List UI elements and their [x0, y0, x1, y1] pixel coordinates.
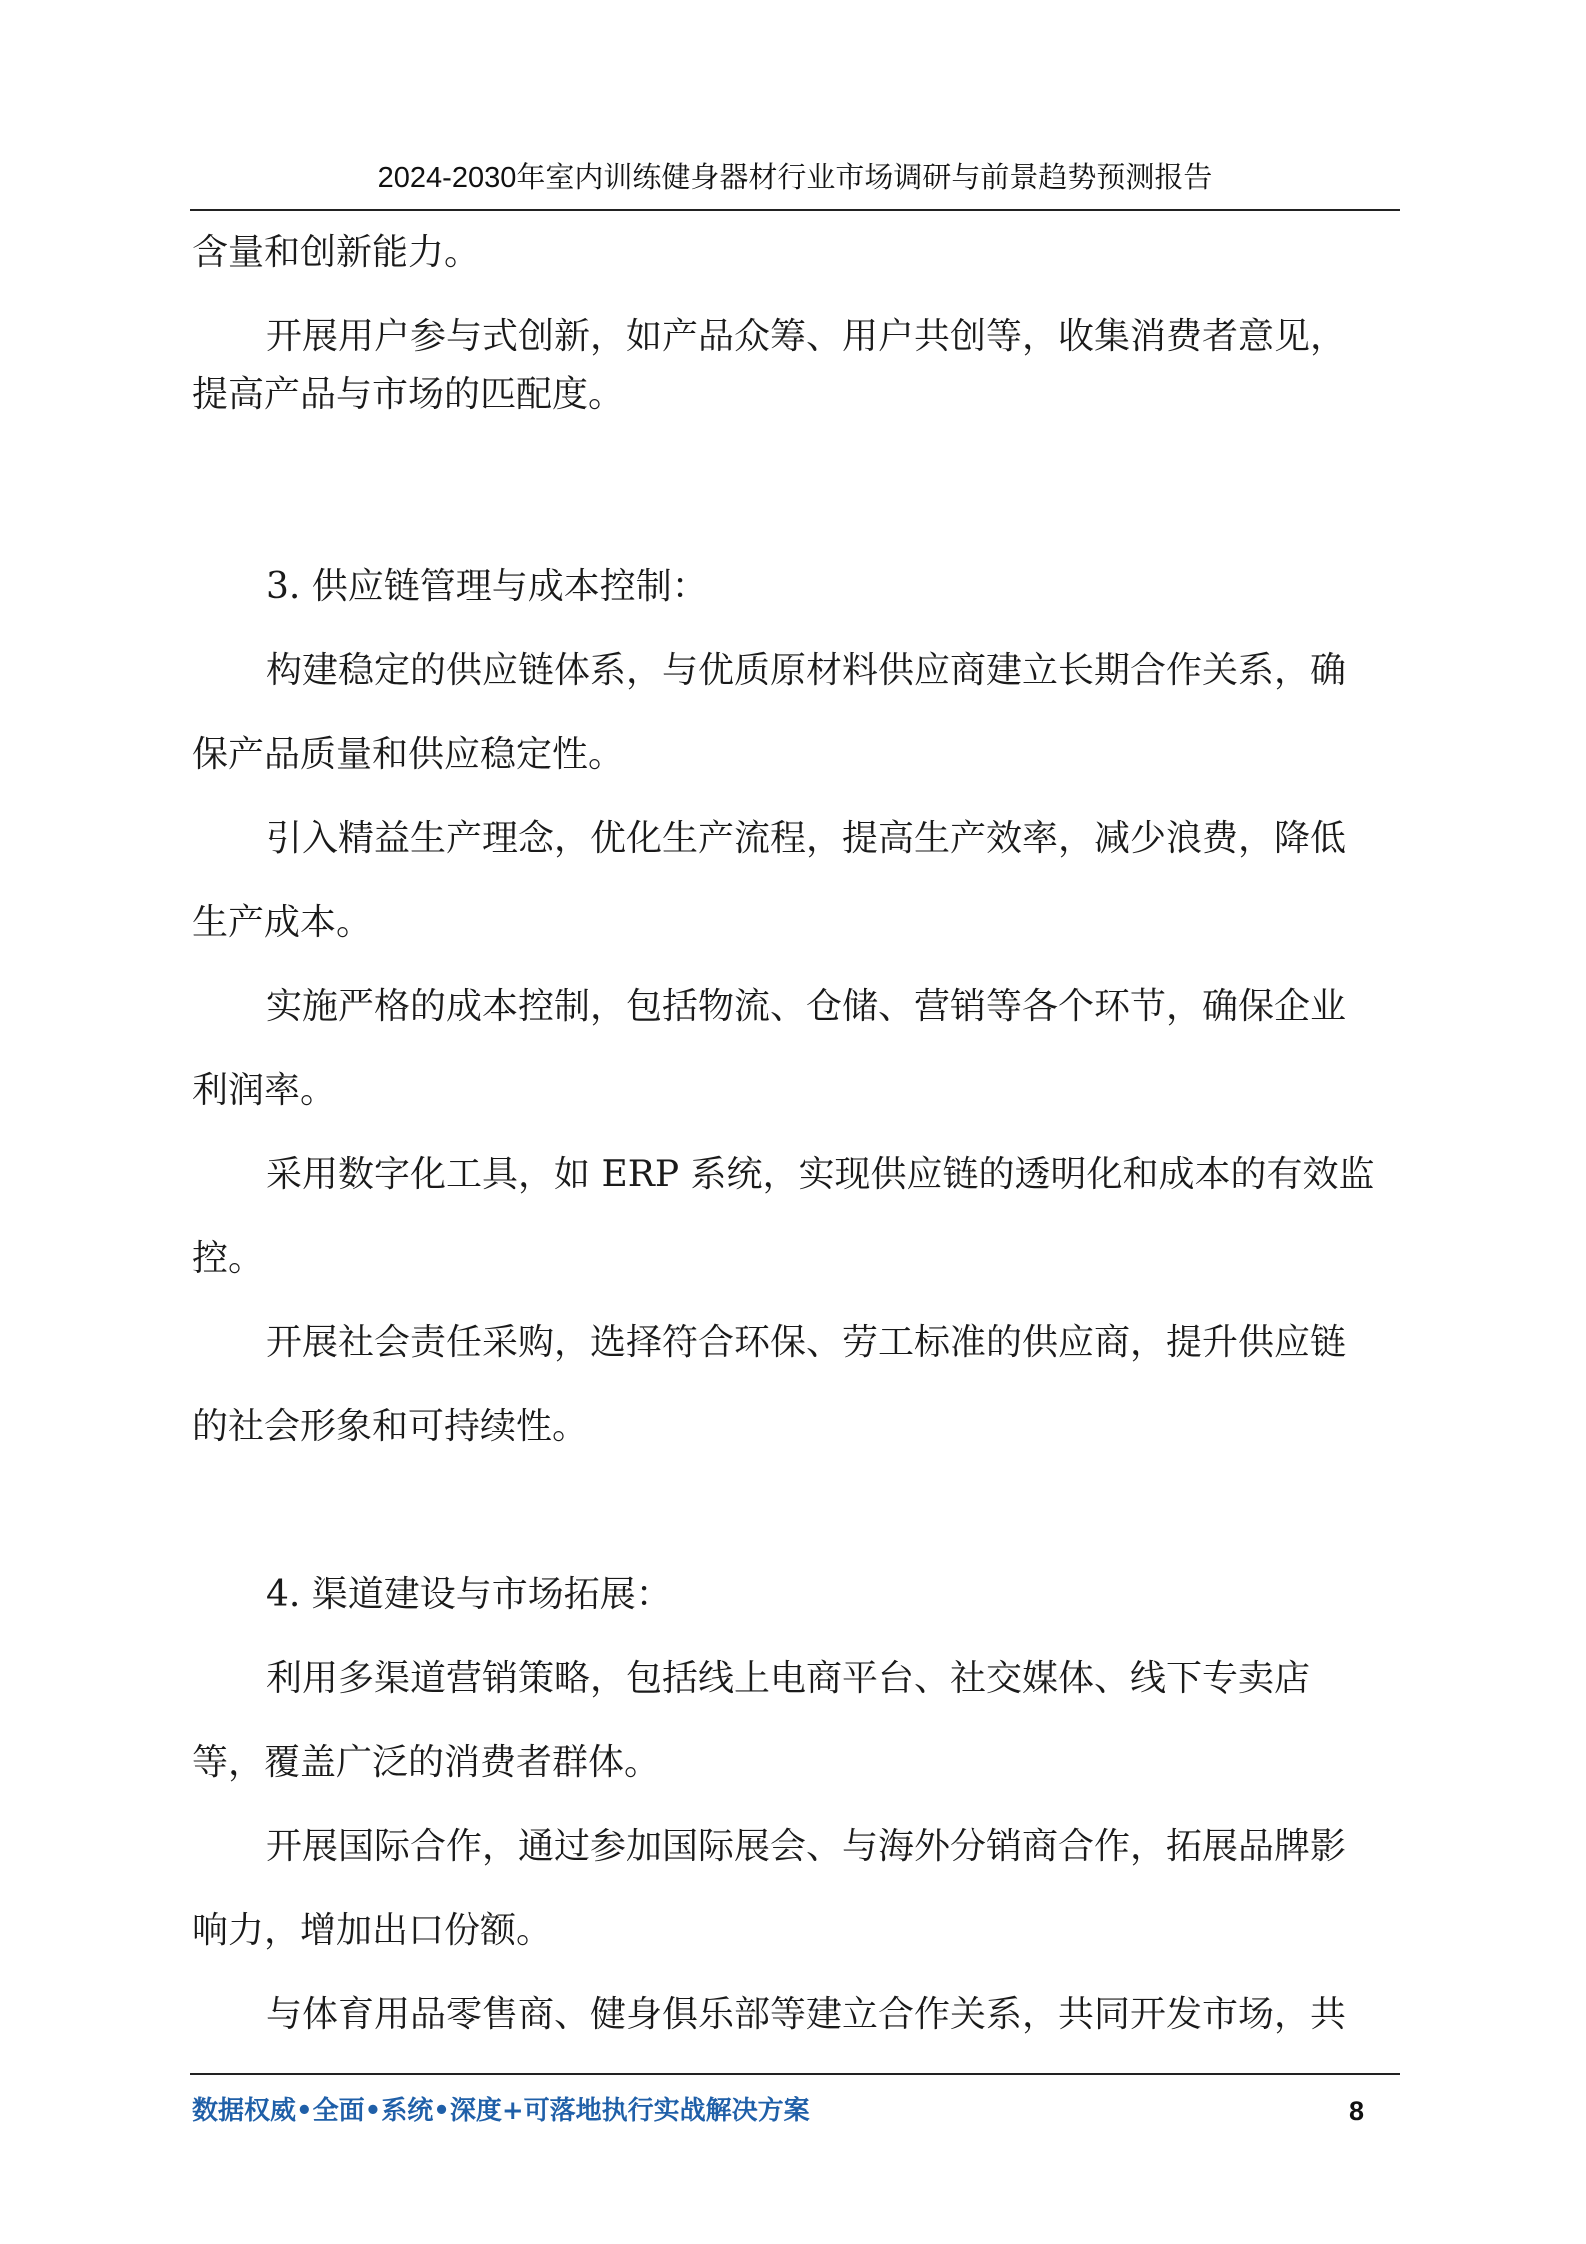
text-line: 构建稳定的供应链体系，与优质原材料供应商建立长期合作关系，确: [266, 650, 1347, 691]
text-line: 含量和创新能力。: [192, 232, 481, 273]
text-line: 保产品质量和供应稳定性。: [192, 734, 625, 775]
text-line: 响力，增加出口份额。: [192, 1910, 553, 1951]
text-line: 的社会形象和可持续性。: [192, 1406, 589, 1447]
text-line: 开展用户参与式创新，如产品众筹、用户共创等，收集消费者意见，: [266, 316, 1347, 357]
footer-divider: [190, 2073, 1400, 2075]
text-line: 与体育用品零售商、健身俱乐部等建立合作关系，共同开发市场，共: [266, 1994, 1347, 2035]
report-header-title: 2024-2030年室内训练健身器材行业市场调研与前景趋势预测报告: [377, 162, 1213, 194]
section-heading: 4. 渠道建设与市场拓展：: [266, 1574, 672, 1615]
text-line: 等，覆盖广泛的消费者群体。: [192, 1742, 661, 1783]
text-line: 引入精益生产理念，优化生产流程，提高生产效率，减少浪费，降低: [266, 818, 1347, 859]
header-divider: [190, 209, 1400, 211]
text-line: 开展国际合作，通过参加国际展会、与海外分销商合作，拓展品牌影: [266, 1826, 1347, 1867]
footer-slogan: 数据权威•全面•系统•深度+可落地执行实战解决方案: [192, 2096, 810, 2126]
page-number: 8: [1348, 2096, 1364, 2126]
text-line: 生产成本。: [192, 902, 373, 943]
text-line: 控。: [192, 1238, 265, 1279]
text-line: 采用数字化工具，如 ERP 系统，实现供应链的透明化和成本的有效监: [266, 1154, 1375, 1195]
text-line: 实施严格的成本控制，包括物流、仓储、营销等各个环节，确保企业: [266, 986, 1347, 1027]
text-line: 利用多渠道营销策略，包括线上电商平台、社交媒体、线下专卖店: [266, 1658, 1311, 1699]
text-line: 开展社会责任采购，选择符合环保、劳工标准的供应商，提升供应链: [266, 1322, 1347, 1363]
section-heading: 3. 供应链管理与成本控制：: [266, 566, 708, 607]
text-line: 利润率。: [192, 1070, 337, 1111]
text-line: 提高产品与市场的匹配度。: [192, 374, 625, 415]
